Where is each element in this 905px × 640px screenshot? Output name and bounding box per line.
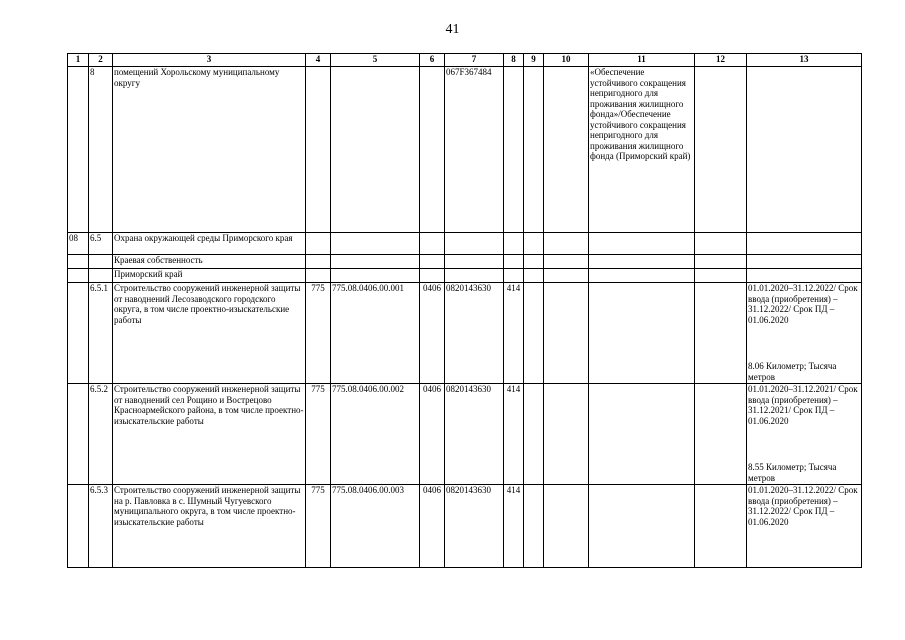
table-cell bbox=[589, 283, 695, 384]
table-cell: «Обеспечение устойчивого сокращения непригодного для проживания жилищного фонда»/Обеспечение устойчивого сокращения непригодного для проживания жилищного фонда (Приморский край) bbox=[589, 67, 695, 233]
column-header: 11 bbox=[589, 54, 695, 67]
table-cell bbox=[544, 255, 589, 269]
table-cell: 0820143630 bbox=[445, 384, 504, 485]
column-header: 9 bbox=[524, 54, 544, 67]
column-header: 10 bbox=[544, 54, 589, 67]
table-cell bbox=[445, 269, 504, 283]
table-cell bbox=[695, 283, 747, 384]
table-cell bbox=[544, 233, 589, 255]
table-cell bbox=[420, 269, 445, 283]
column-header: 4 bbox=[306, 54, 331, 67]
table-cell bbox=[747, 255, 862, 269]
table-cell: 6.5.3 bbox=[89, 485, 113, 568]
data-table bbox=[67, 53, 862, 568]
table-row bbox=[68, 67, 862, 233]
table-cell: 775.08.0406.00.001 bbox=[331, 283, 420, 384]
date-range-text: 01.01.2020–31.12.2021/ Срок ввода (приобретения) – 31.12.2021/ Срок ПД – 01.06.2020 bbox=[748, 384, 858, 426]
table-cell bbox=[420, 67, 445, 233]
table-cell bbox=[331, 269, 420, 283]
date-range-text: 01.01.2020–31.12.2022/ Срок ввода (приобретения) – 31.12.2022/ Срок ПД – 01.06.2020 bbox=[748, 283, 858, 325]
table-cell bbox=[68, 255, 89, 269]
column-header: 5 bbox=[331, 54, 420, 67]
table-cell: 0406 bbox=[420, 283, 445, 384]
column-header: 13 bbox=[747, 54, 862, 67]
table-cell bbox=[445, 255, 504, 269]
table-cell bbox=[331, 233, 420, 255]
column-header: 3 bbox=[113, 54, 306, 67]
table-cell bbox=[695, 269, 747, 283]
table-cell: 775.08.0406.00.002 bbox=[331, 384, 420, 485]
table-cell bbox=[306, 255, 331, 269]
table-cell bbox=[544, 67, 589, 233]
table-cell bbox=[695, 233, 747, 255]
table-cell: 6.5.1 bbox=[89, 283, 113, 384]
table-cell bbox=[544, 269, 589, 283]
table-cell bbox=[695, 384, 747, 485]
table-cell: 6.5.2 bbox=[89, 384, 113, 485]
table-cell bbox=[331, 67, 420, 233]
table-row bbox=[68, 485, 862, 568]
table-cell: Строительство сооружений инженерной защиты от наводнений сел Рощино и Вострецово Красноармейского района, в том числе проектно-изыскательские работы bbox=[113, 384, 306, 485]
table-cell bbox=[68, 485, 89, 568]
column-header: 8 bbox=[504, 54, 524, 67]
table-cell: 775 bbox=[306, 384, 331, 485]
table-cell: Охрана окружающей среды Приморского края bbox=[113, 233, 306, 255]
capacity-text: 8.06 Километр; Тысяча метров bbox=[748, 361, 837, 382]
table-cell bbox=[544, 384, 589, 485]
table-row bbox=[68, 269, 862, 283]
table-cell: 0406 bbox=[420, 485, 445, 568]
table-row bbox=[68, 283, 862, 384]
column-header: 1 bbox=[68, 54, 89, 67]
table-cell bbox=[68, 67, 89, 233]
table-cell: 0820143630 bbox=[445, 485, 504, 568]
capacity-text: 8.55 Километр; Тысяча метров bbox=[748, 462, 837, 483]
table-cell bbox=[89, 269, 113, 283]
table-cell: Строительство сооружений инженерной защиты на р. Павловка в с. Шумный Чугуевского муниципального округа, в том числе проектно-изыскательские работы bbox=[113, 485, 306, 568]
table-cell bbox=[306, 67, 331, 233]
table-cell bbox=[524, 485, 544, 568]
table-cell bbox=[589, 485, 695, 568]
column-header: 12 bbox=[695, 54, 747, 67]
table-cell: Строительство сооружений инженерной защиты от наводнений Лесозаводского городского округа, в том числе проектно-изыскательские работы bbox=[113, 283, 306, 384]
table-cell: 01.01.2020–31.12.2022/ Срок ввода (приобретения) – 31.12.2022/ Срок ПД – 01.06.2020 bbox=[747, 485, 862, 568]
column-header: 7 bbox=[445, 54, 504, 67]
table-cell: 8 bbox=[89, 67, 113, 233]
column-header: 6 bbox=[420, 54, 445, 67]
table-cell bbox=[524, 283, 544, 384]
table-row bbox=[68, 384, 862, 485]
table-cell bbox=[445, 233, 504, 255]
table-cell bbox=[524, 255, 544, 269]
header-row bbox=[68, 54, 862, 67]
page-number: 41 bbox=[445, 22, 460, 37]
table-cell: Приморский край bbox=[113, 269, 306, 283]
table-cell bbox=[747, 384, 862, 485]
table-cell bbox=[589, 269, 695, 283]
table-cell: помещений Хорольскому муниципальному округу bbox=[113, 67, 306, 233]
table-cell bbox=[420, 255, 445, 269]
table-cell: 775 bbox=[306, 485, 331, 568]
table-cell bbox=[747, 67, 862, 233]
table-cell bbox=[504, 67, 524, 233]
table-cell bbox=[524, 67, 544, 233]
table-cell bbox=[420, 233, 445, 255]
table-cell: 414 bbox=[504, 485, 524, 568]
table-cell bbox=[695, 67, 747, 233]
table-cell bbox=[524, 384, 544, 485]
table-cell bbox=[68, 283, 89, 384]
table-cell: 067F367484 bbox=[445, 67, 504, 233]
table-cell bbox=[589, 384, 695, 485]
table-cell: 08 bbox=[68, 233, 89, 255]
table-cell bbox=[544, 283, 589, 384]
table-cell bbox=[589, 255, 695, 269]
table-cell bbox=[306, 269, 331, 283]
table-cell bbox=[524, 269, 544, 283]
table-cell bbox=[89, 255, 113, 269]
table-cell bbox=[504, 233, 524, 255]
table-cell bbox=[68, 269, 89, 283]
table-cell: 414 bbox=[504, 283, 524, 384]
table-cell bbox=[524, 233, 544, 255]
table-cell bbox=[695, 255, 747, 269]
table-cell bbox=[747, 283, 862, 384]
table-cell bbox=[504, 255, 524, 269]
table-cell bbox=[544, 485, 589, 568]
table-cell bbox=[504, 269, 524, 283]
table-cell: 775 bbox=[306, 283, 331, 384]
table-cell bbox=[695, 485, 747, 568]
table-cell bbox=[589, 233, 695, 255]
table-cell bbox=[68, 384, 89, 485]
table-cell bbox=[747, 233, 862, 255]
table-cell: 0820143630 bbox=[445, 283, 504, 384]
table-row bbox=[68, 233, 862, 255]
table-cell bbox=[331, 255, 420, 269]
table-cell: Краевая собственность bbox=[113, 255, 306, 269]
table-cell bbox=[747, 269, 862, 283]
table-cell: 414 bbox=[504, 384, 524, 485]
table-cell bbox=[306, 233, 331, 255]
table-cell: 0406 bbox=[420, 384, 445, 485]
table-cell: 6.5 bbox=[89, 233, 113, 255]
table-row bbox=[68, 255, 862, 269]
table-cell: 775.08.0406.00.003 bbox=[331, 485, 420, 568]
column-header: 2 bbox=[89, 54, 113, 67]
